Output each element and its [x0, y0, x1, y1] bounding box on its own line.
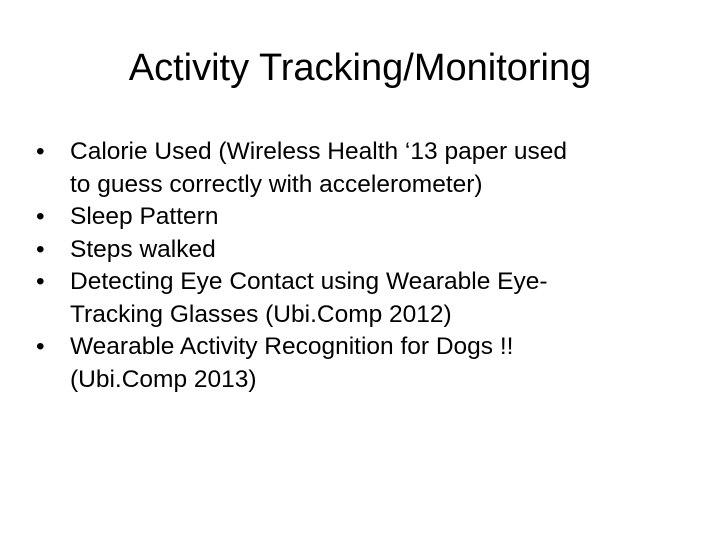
list-item — [36, 136, 686, 201]
bullet-list — [36, 136, 686, 396]
bullet-text: Steps walked — [70, 235, 216, 263]
bullet-text: Wearable Activity Recognition for Dogs !! (Ubi.Comp 2013) — [70, 333, 514, 393]
bullet-icon: • — [36, 268, 45, 295]
bullet-icon: • — [36, 138, 45, 165]
list-item — [36, 234, 686, 267]
bullet-icon: • — [36, 203, 45, 230]
bullet-text: Sleep Pattern — [70, 203, 219, 230]
list-item — [36, 331, 686, 396]
bullet-text: Detecting Eye Contact using Wearable Eye- Tracking Glasses (Ubi.Comp 2012) — [70, 268, 548, 328]
bullet-text: Calorie Used (Wireless Health ‘13 paper used to guess correctly with accelerometer) — [70, 138, 568, 198]
list-item — [36, 266, 686, 331]
bullet-icon: • — [36, 235, 45, 263]
bullet-icon: • — [36, 333, 45, 360]
list-item — [36, 201, 686, 234]
slide-title: Activity Tracking/Monitoring — [128, 47, 592, 89]
